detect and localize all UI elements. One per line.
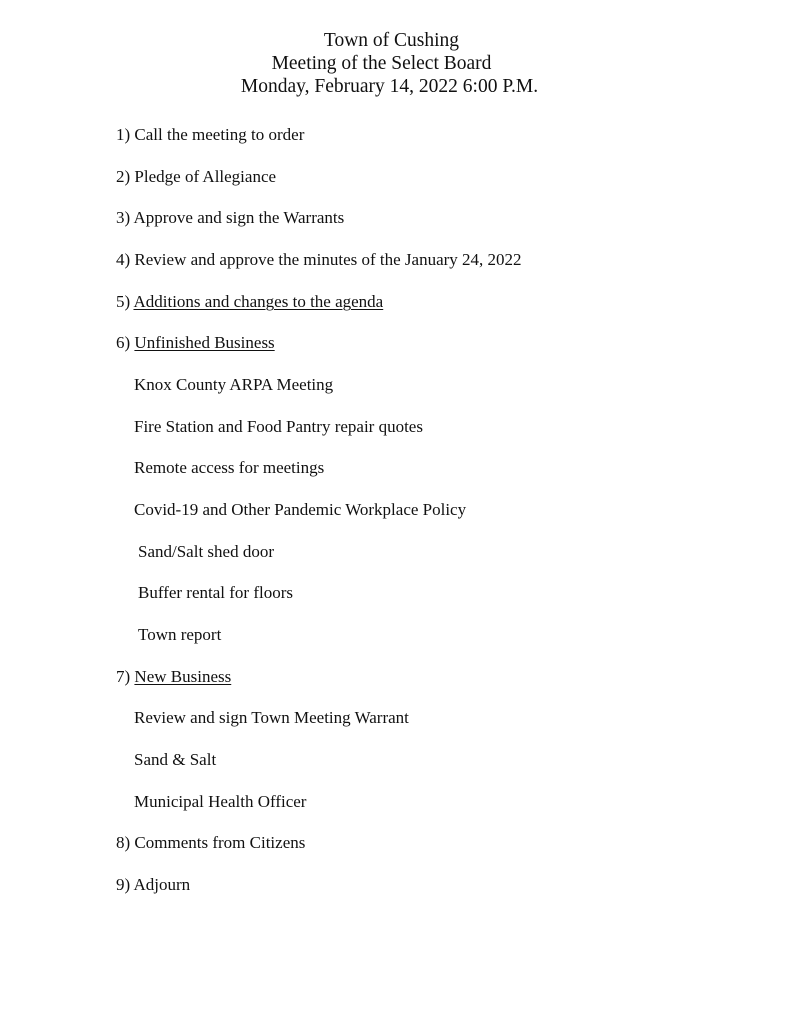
item-number: 8) (116, 833, 131, 852)
item-label: Comments from Citizens (134, 833, 306, 852)
sub-item: Town report (138, 625, 222, 644)
sub-item: Sand/Salt shed door (138, 542, 274, 561)
item-number: 3) (116, 208, 131, 227)
agenda-item (116, 333, 275, 353)
agenda-item (116, 292, 383, 312)
sub-item: Buffer rental for floors (138, 583, 293, 602)
sub-item: Covid-19 and Other Pandemic Workplace Policy (134, 500, 467, 519)
agenda-item (116, 125, 304, 145)
sub-item: Review and sign Town Meeting Warrant (134, 708, 409, 727)
item-label: Pledge of Allegiance (134, 167, 277, 186)
item-number: 5) (116, 292, 131, 311)
item-label: Approve and sign the Warrants (133, 208, 345, 227)
item-label: Unfinished Business (134, 333, 275, 352)
item-number: 6) (116, 333, 131, 352)
agenda-item (116, 833, 305, 853)
item-number: 9) (116, 875, 131, 894)
item-label: Additions and changes to the agenda (133, 292, 384, 311)
town-name: Town of Cushing (323, 30, 460, 51)
sub-item: Sand & Salt (134, 750, 217, 769)
meeting-title: Meeting of the Select Board (271, 53, 492, 74)
item-label: New Business (134, 667, 232, 686)
item-number: 1) (116, 125, 131, 144)
agenda-item (116, 208, 344, 228)
item-label: Call the meeting to order (134, 125, 305, 144)
item-label: Review and approve the minutes of the January 24, 2022 (134, 250, 522, 269)
agenda-item (116, 167, 276, 187)
item-number: 7) (116, 667, 131, 686)
agenda-item (116, 875, 190, 895)
meeting-datetime: Monday, February 14, 2022 6:00 P.M. (240, 76, 539, 97)
sub-item: Knox County ARPA Meeting (134, 375, 334, 394)
item-number: 4) (116, 250, 131, 269)
agenda-item (116, 667, 231, 687)
item-number: 2) (116, 167, 131, 186)
agenda-item (116, 250, 522, 270)
item-label: Adjourn (133, 875, 191, 894)
sub-item: Municipal Health Officer (134, 792, 307, 811)
sub-item: Fire Station and Food Pantry repair quotes (134, 417, 423, 436)
sub-item: Remote access for meetings (134, 458, 325, 477)
